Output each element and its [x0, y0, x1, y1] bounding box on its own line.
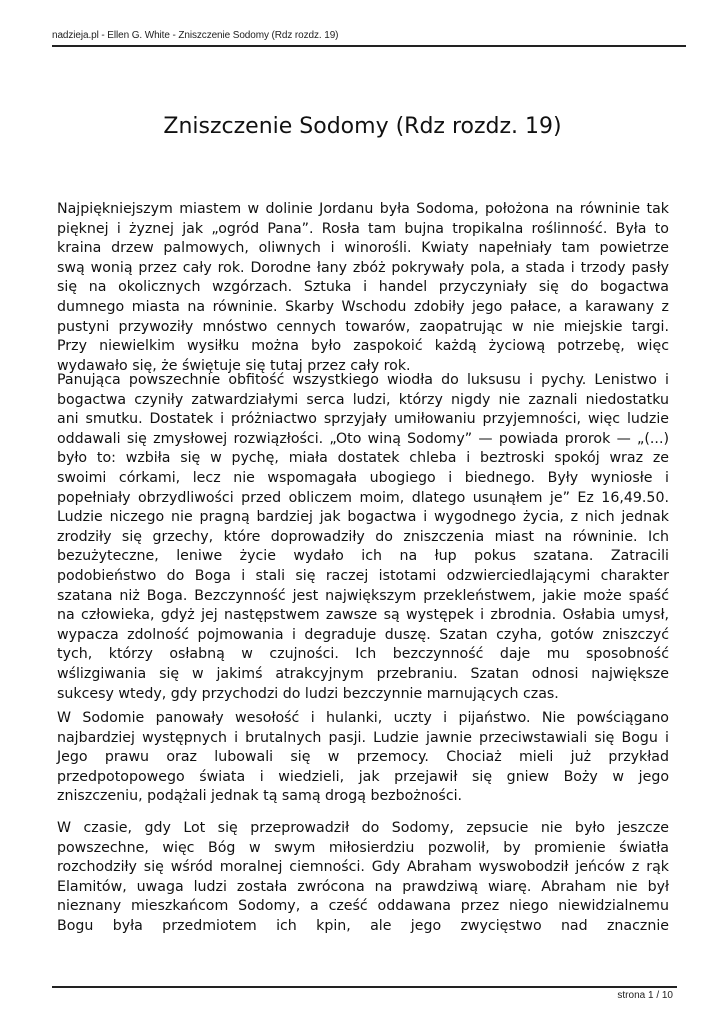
text-line: popełniały obrzydliwości przed obliczem moim, dlatego usunąłem je” Ez 16,49.50. [57, 489, 669, 506]
text-line: na człowieka, gdyż jej następstwem zawsze są występek i zbrodnia. Osłabia umysł, [57, 607, 669, 624]
text-line: tych, którzy osłabną w czujności. Ich bezczynność daje mu sposobność [57, 646, 669, 663]
text-line: Ludzie niczego nie pragną bardziej jak bogactwa i wygodnego życia, z nich jednak [57, 509, 669, 526]
paragraph-4 [57, 819, 669, 937]
text-line: bogactwa czyniły zatwardziałymi serca ludzi, którzy nigdy nie zaznali niedostatku [57, 391, 669, 408]
text-line: Przy niewielkim wysiłku można było zaspokoić każdą życiową potrzebę, więc [57, 338, 669, 355]
text-line: zniszczeniu, podążali jednak tą samą drogą bezbożności. [57, 788, 463, 805]
text-line: swą wonią przez cały rok. Dorodne łany zbóż pokrywały pola, a stada i trzody pasły [57, 259, 669, 276]
text-line: sukcesy wtedy, gdy przychodzi do ludzi bezczynnie marnujących czas. [57, 685, 559, 702]
text-line: W Sodomie panowały wesołość i hulanki, uczty i pijaństwo. Nie powściągano [57, 710, 669, 726]
running-header: nadzieja.pl - Ellen G. White - Zniszczenie Sodomy (Rdz rozdz. 19) [52, 30, 339, 41]
text-line: pięknej i żyznej jak „ogród Pana”. Rosła tam bujna tropikalna roślinność. Była to [57, 220, 669, 237]
text-line: Bogu była przedmiotem ich kpin, ale jego zwycięstwo nad znacznie [57, 917, 669, 934]
text-line: Najpiękniejszym miastem w dolinie Jordanu była Sodoma, położona na równinie tak [57, 201, 669, 217]
text-line: nieznany mieszkańcom Sodomy, a cześć oddawana przez niego niewidzialnemu [57, 898, 669, 915]
text-line: kraina drzew palmowych, oliwnych i winorośli. Kwiaty napełniały tam powietrze [57, 240, 669, 257]
text-line: pustyni przywoziły mnóstwo cennych towarów, zaopatrując w nie miejskie targi. [57, 318, 669, 335]
text-line: bezużyteczne, leniwe życie wydało ich na łup pokus szatana. Zatracili [57, 548, 669, 565]
text-line: Jego prawu oraz lubowali się w przemocy. Chociaż mieli już przykład [57, 749, 669, 766]
text-line: było to: wzbiła się w pychę, miała dostatek chleba i beztroski spokój wraz ze [57, 450, 669, 467]
paragraph-1 [57, 200, 669, 376]
footer-divider [52, 986, 677, 988]
page-title: Zniszczenie Sodomy (Rdz rozdz. 19) [163, 114, 562, 139]
paragraph-3 [57, 709, 669, 807]
text-line: powszechne, więc Bóg w swym miłosierdziu pozwolił, by promienie światła [57, 839, 669, 856]
text-line: swoimi córkami, lecz nie wspomagała ubogiego i biednego. Były wyniosłe i [57, 469, 669, 486]
text-line: wypacza zdolność pojmowania i degraduje duszę. Szatan czyha, gotów zniszczyć [57, 626, 669, 643]
text-line: szatana niż Boga. Bezczynność jest największym przekleństwem, jakie może spaść [57, 587, 669, 604]
header-divider [52, 45, 686, 47]
text-line: ani smutku. Dostatek i próżniactwo sprzyjały umiłowaniu przyjemności, więc ludzie [57, 411, 669, 428]
text-line: dumnego miasta na równinie. Skarby Wschodu zdobiły jego pałace, a karawany z [57, 298, 669, 315]
text-line: oddawali się zmysłowej rozwiązłości. „Oto winą Sodomy” — powiada prorok — „(...) [57, 430, 669, 447]
text-line: Elamitów, uwaga ludzi została zwrócona na prawdziwą wiarę. Abraham nie był [57, 878, 669, 895]
page-number: strona 1 / 10 [617, 990, 673, 1001]
paragraph-2 [57, 371, 669, 704]
text-line: W czasie, gdy Lot się przeprowadził do Sodomy, zepsucie nie było jeszcze [57, 820, 669, 836]
text-line: podobieństwo do Boga i stali się raczej istotami odzwierciedlającymi charakter [57, 567, 669, 584]
text-line: wślizgiwania się w jakimś atrakcyjnym przebraniu. Szatan odnosi największe [57, 665, 669, 682]
text-line: rozchodziły się wśród moralnej ciemności. Gdy Abraham wyswobodził jeńców z rąk [57, 859, 669, 876]
text-line: Panująca powszechnie obfitość wszystkiego wiodła do luksusu i pychy. Lenistwo i [57, 372, 669, 388]
text-line: się na okolicznych wzgórzach. Sztuka i handel przyczyniały się do bogactwa [57, 279, 669, 296]
text-line: najbardziej występnych i brutalnych pasji. Ludzie jawnie przeciwstawiali się Bogu i [57, 729, 669, 746]
text-line: zrodziły się grzechy, które doprowadziły do zniszczenia miast na równinie. Ich [57, 528, 669, 545]
text-line: wydawało się, że świętuje się tutaj przez cały rok. [57, 357, 411, 374]
text-line: przedpotopowego świata i wiedzieli, jak przejawił się gniew Boży w jego [57, 768, 669, 785]
